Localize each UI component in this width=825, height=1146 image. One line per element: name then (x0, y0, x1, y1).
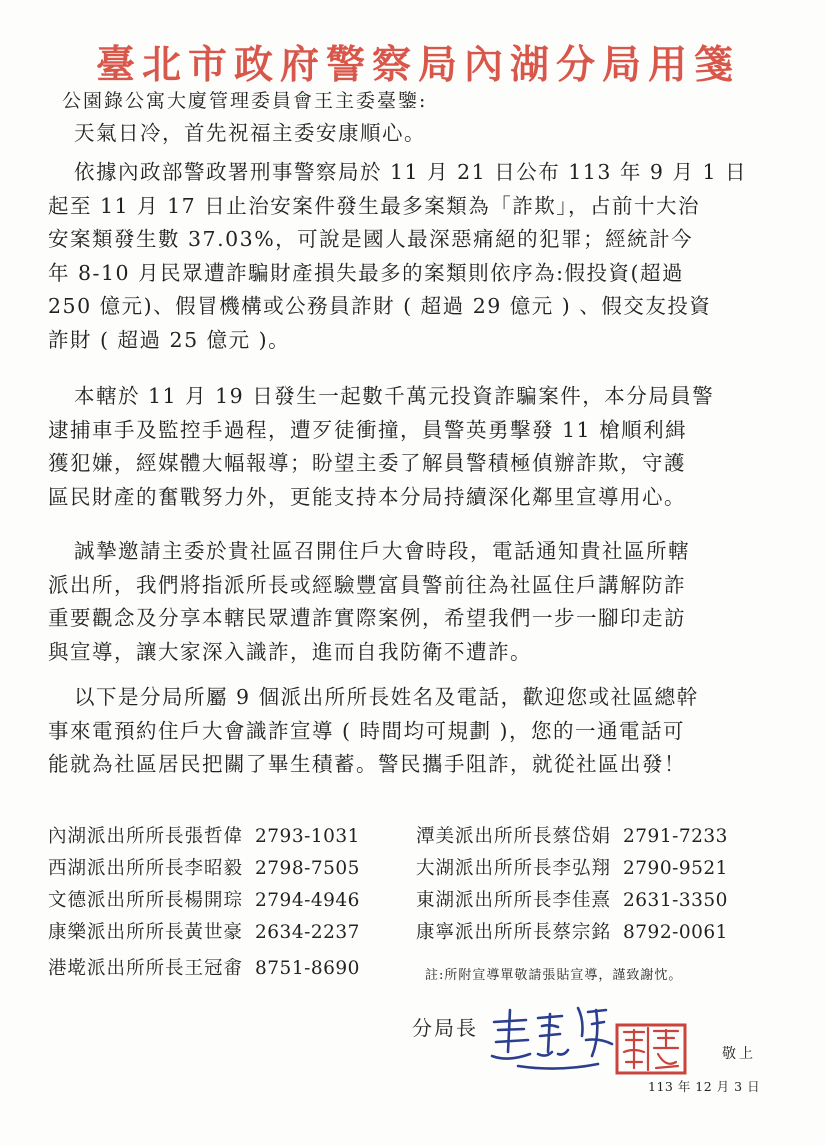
paragraph-line: 區民財產的奮戰努力外，更能支持本分局持續深化鄰里宣導用心。 (48, 484, 686, 509)
contact-name: 港墘派出所所長王冠畬 (48, 958, 244, 979)
contact-name: 文德派出所所長楊開琮 (48, 890, 244, 911)
contact-name: 大湖派出所所長李弘翔 (416, 858, 612, 879)
paragraph-line: 誠摯邀請主委於貴社區召開住戶大會時段，電話通知貴社區所轄 (74, 539, 690, 563)
contact-entry (416, 822, 728, 848)
contact-entry (416, 918, 728, 944)
contact-entry (416, 854, 728, 880)
contact-name: 康樂派出所所長黃世豪 (48, 922, 244, 943)
paragraph-fraud-stats (48, 156, 778, 357)
contact-name: 康寧派出所所長蔡宗銘 (416, 922, 612, 943)
paragraph-line: 與宣導，讓大家深入識詐，進而自我防衛不遭詐。 (48, 639, 532, 664)
contact-phone: 2794-4946 (255, 890, 360, 911)
contact-phone: 8751-8690 (255, 958, 360, 979)
contact-phone: 8792-0061 (623, 922, 728, 943)
paragraph-line: 250 億元)、假冒機構或公務員詐財 ( 超過 29 億元 ) 、假交友投資 (48, 294, 712, 318)
contact-entry (48, 822, 360, 848)
paragraph-line: 詐財 ( 超過 25 億元 )。 (48, 327, 291, 352)
letterhead-title: 臺北市政府警察局內湖分局用箋 (95, 42, 740, 88)
signer-title: 分局長 (412, 1016, 478, 1040)
paragraph-line: 派出所，我們將指派所長或經驗豐富員警前往為社區住戶講解防詐 (48, 572, 686, 597)
paragraph-line: 年 8-10 月民眾遭詐騙財產損失最多的案類則依序為:假投資(超過 (48, 260, 684, 285)
paragraph-line: 起至 11 月 17 日止治安案件發生最多案類為「詐欺」，占前十大治 (48, 193, 700, 218)
salutation: 公園錄公寓大廈管理委員會王主委臺鑒: (62, 90, 428, 112)
paragraph-line: 逮捕車手及監控手過程，遭歹徒衝撞，員警英勇擊發 11 槍順利緝 (48, 417, 688, 442)
contact-entry (48, 918, 360, 944)
paragraph-line: 重要觀念及分享本轄民眾遭詐實際案例，希望我們一步一腳印走訪 (48, 606, 686, 630)
contact-phone: 2793-1031 (255, 826, 360, 847)
paragraph-line: 天氣日冷，首先祝福主委安康順心。 (74, 121, 426, 145)
paragraph-line: 依據內政部警政署刑事警察局於 11 月 21 日公布 113 年 9 月 1 日 (74, 160, 748, 184)
contact-phone: 2634-2237 (255, 922, 360, 943)
paragraph-invitation (48, 535, 778, 669)
paragraph-line: 能就為社區居民把關了畢生積蓄。警民攜手阻詐，就從社區出發！ (48, 752, 686, 776)
contact-entry (48, 886, 360, 912)
paragraph-line: 事來電預約住戶大會識詐宣導 ( 時間均可規劃 )，您的一通電話可 (48, 718, 686, 743)
contact-phone: 2791-7233 (623, 826, 728, 847)
handwritten-signature (488, 996, 618, 1076)
paragraph-line: 本轄於 11 月 19 日發生一起數千萬元投資詐騙案件，本分局員警 (74, 384, 715, 408)
paragraph-contact-intro (48, 681, 778, 782)
closing-remark: 敬上 (722, 1046, 756, 1062)
contact-name: 潭美派出所所長蔡岱娟 (416, 826, 612, 847)
official-seal (614, 1022, 688, 1076)
contact-name: 西湖派出所所長李昭毅 (48, 858, 244, 879)
footnote: 註:所附宣導單敬請張貼宣導，謹致謝忱。 (425, 968, 683, 983)
contact-phone: 2631-3350 (623, 890, 728, 911)
letter-date: 113 年 12 月 3 日 (648, 1079, 761, 1094)
paragraph-line: 獲犯嫌，經媒體大幅報導；盼望主委了解員警積極偵辦詐欺，守護 (48, 451, 686, 475)
contact-phone: 2790-9521 (623, 858, 728, 879)
paragraph-line: 以下是分局所屬 9 個派出所所長姓名及電話，歡迎您或社區總幹 (74, 685, 699, 709)
paragraph-greeting (48, 117, 778, 151)
contact-name: 東湖派出所所長李佳熹 (416, 890, 612, 911)
contact-name: 內湖派出所所長張哲偉 (48, 826, 244, 847)
paragraph-line: 安案類發生數 37.03%，可說是國人最深惡痛絕的犯罪；經統計今 (48, 227, 694, 251)
contact-phone: 2798-7505 (255, 858, 360, 879)
contact-entry (48, 854, 360, 880)
contact-entry (416, 886, 728, 912)
contact-entry (48, 954, 360, 980)
paragraph-case-report (48, 380, 778, 514)
